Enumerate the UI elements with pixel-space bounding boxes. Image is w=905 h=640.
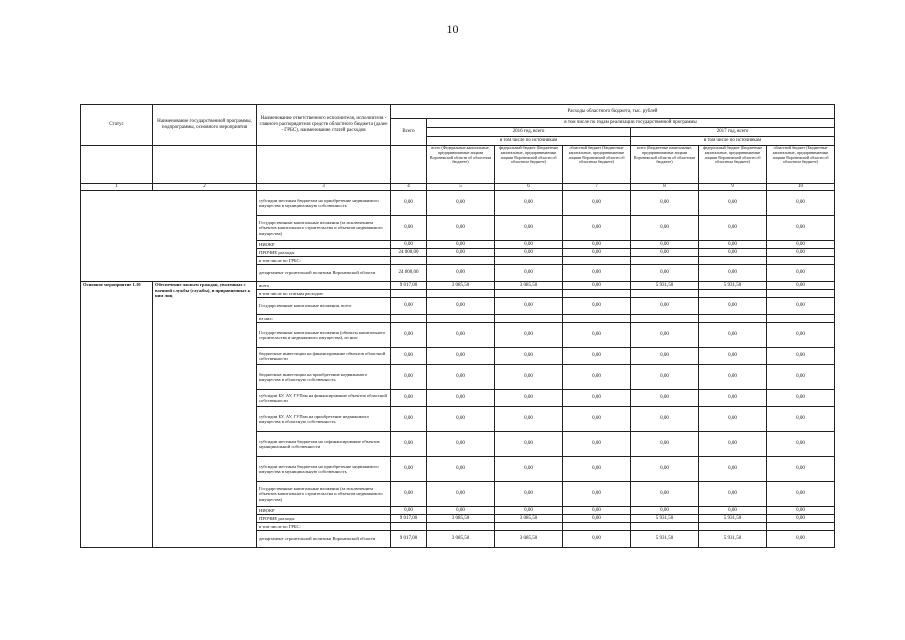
value-cell: 0,00 (631, 457, 699, 482)
value-cell: 0,00 (699, 191, 767, 216)
value-cell (391, 257, 427, 265)
value-cell: 0,00 (563, 365, 631, 390)
value-cell: 0,00 (767, 432, 835, 457)
value-cell: 0,00 (699, 249, 767, 257)
value-cell: 0,00 (563, 348, 631, 365)
value-cell (767, 257, 835, 265)
value-cell: 0,00 (495, 407, 563, 432)
value-cell: 3 085,50 (427, 531, 495, 548)
row-label: в том числе по статьям расходов: (257, 290, 391, 298)
value-cell: 0,00 (391, 298, 427, 315)
page-number: 10 (446, 22, 459, 36)
value-cell: 0,00 (767, 348, 835, 365)
value-cell (495, 523, 563, 531)
subcol-header: областной бюджет (Бюджетные капитальные, предпринимаемые лицами Воронежской области об областном бюджете) (767, 146, 835, 184)
value-cell: 0,00 (631, 191, 699, 216)
row-label: из них: (257, 315, 391, 323)
value-cell: 0,00 (427, 507, 495, 515)
value-cell: 0,00 (495, 507, 563, 515)
value-cell: 0,00 (427, 348, 495, 365)
value-cell: 0,00 (427, 265, 495, 282)
row-label: субсидии БУ, АУ, ГУПам на приобретение недвижимого имущества в областную собственность (257, 407, 391, 432)
main-event-status: Основное мероприятие 1.10 (81, 282, 153, 548)
value-cell (427, 257, 495, 265)
value-cell: 9 017,00 (391, 515, 427, 523)
value-cell (699, 257, 767, 265)
value-cell: 0,00 (767, 265, 835, 282)
value-cell: 0,00 (563, 457, 631, 482)
value-cell: 0,00 (495, 265, 563, 282)
value-cell: 0,00 (391, 390, 427, 407)
value-cell: 5 931,50 (631, 515, 699, 523)
row-label: бюджетные инвестиции на финансирование объектов областной собственности (257, 348, 391, 365)
value-cell: 0,00 (495, 241, 563, 249)
value-cell (699, 523, 767, 531)
value-cell: 0,00 (767, 241, 835, 249)
value-cell: 0,00 (427, 249, 495, 257)
row-label: субсидии местным бюджетам на приобретение недвижимого имущества в муниципальную собственность (257, 191, 391, 216)
value-cell: 0,00 (495, 365, 563, 390)
value-cell: 0,00 (767, 482, 835, 507)
value-cell: 0,00 (767, 298, 835, 315)
value-cell: 0,00 (427, 191, 495, 216)
value-cell (631, 290, 699, 298)
value-cell: 0,00 (699, 407, 767, 432)
row-label: НИОКР (257, 507, 391, 515)
value-cell: 0,00 (767, 365, 835, 390)
value-cell (699, 290, 767, 298)
value-cell: 3 085,50 (427, 515, 495, 523)
column-index: 5 (427, 184, 495, 191)
value-cell: 0,00 (699, 432, 767, 457)
year-2017-header: 2017 год, всего (631, 128, 835, 137)
value-cell: 0,00 (495, 249, 563, 257)
column-index: 9 (699, 184, 767, 191)
column-index-row (81, 184, 835, 191)
value-cell: 0,00 (563, 407, 631, 432)
value-cell: 0,00 (495, 348, 563, 365)
value-cell: 0,00 (631, 265, 699, 282)
value-cell: 0,00 (563, 249, 631, 257)
value-cell: 0,00 (495, 432, 563, 457)
value-cell: 0,00 (699, 365, 767, 390)
value-cell: 0,00 (391, 432, 427, 457)
value-cell: 0,00 (427, 407, 495, 432)
value-cell: 0,00 (563, 282, 631, 290)
value-cell: 0,00 (427, 390, 495, 407)
subcol-header: всего (Бюджетные капитальные, предпринимаемые лицами Воронежской области об областном бюджете) (631, 146, 699, 184)
value-cell: 0,00 (427, 365, 495, 390)
value-cell: 24 000,00 (391, 249, 427, 257)
value-cell (767, 290, 835, 298)
value-cell: 0,00 (427, 482, 495, 507)
value-cell: 0,00 (767, 249, 835, 257)
value-cell (391, 315, 427, 323)
row-label: субсидии местным бюджетам на софинансирование объектов муниципальной собственности (257, 432, 391, 457)
value-cell: 0,00 (767, 191, 835, 216)
sources-2017-header: в том числе по источникам (631, 137, 835, 146)
value-cell: 0,00 (699, 241, 767, 249)
subcol-header: всего (Федеральные капитальные, предпринимаемые лицами Воронежской области об областном бюджете) (427, 146, 495, 184)
subcol-header: областной бюджет (Бюджетные капитальные, предпринимаемые лицами Воронежской области об областном бюджете) (563, 146, 631, 184)
column-index: 10 (767, 184, 835, 191)
value-cell: 0,00 (391, 365, 427, 390)
column-index: 7 (563, 184, 631, 191)
value-cell: 0,00 (631, 432, 699, 457)
value-cell: 0,00 (631, 507, 699, 515)
table-body (81, 191, 835, 548)
value-cell: 0,00 (495, 298, 563, 315)
value-cell: 0,00 (699, 507, 767, 515)
value-cell: 0,00 (767, 216, 835, 241)
value-cell: 0,00 (767, 531, 835, 548)
row-label: Государственные капитальные вложения (объекты капитального строительства и недвижимого имущества), из них: (257, 323, 391, 348)
row-label: бюджетные инвестиции на приобретение недвижимого имущества в областную собственность (257, 365, 391, 390)
table-row (81, 282, 835, 290)
by-years-header: в том числе по годам реализации государственной программы (427, 119, 835, 128)
value-cell (563, 257, 631, 265)
value-cell: 0,00 (563, 323, 631, 348)
value-cell: 0,00 (699, 482, 767, 507)
value-cell: 0,00 (631, 482, 699, 507)
value-cell (563, 290, 631, 298)
value-cell: 0,00 (631, 298, 699, 315)
executor-header: Наименование ответственного исполнителя, исполнителя - главного распорядителя средств областного бюджета (далее - ГРБС), наименование статей расходов (257, 105, 391, 146)
column-index: 3 (257, 184, 391, 191)
value-cell: 0,00 (699, 390, 767, 407)
value-cell (391, 523, 427, 531)
budget-table (80, 104, 835, 548)
total-spacer (391, 146, 427, 184)
value-cell: 0,00 (631, 323, 699, 348)
value-cell: 0,00 (391, 348, 427, 365)
column-index: 1 (81, 184, 153, 191)
value-cell: 0,00 (767, 457, 835, 482)
value-cell: 3 085,50 (495, 531, 563, 548)
value-cell: 5 931,50 (631, 531, 699, 548)
value-cell: 0,00 (699, 298, 767, 315)
value-cell: 0,00 (391, 191, 427, 216)
total-header: Всего (391, 119, 427, 146)
value-cell (563, 523, 631, 531)
value-cell: 0,00 (699, 323, 767, 348)
value-cell: 0,00 (391, 482, 427, 507)
value-cell: 0,00 (767, 323, 835, 348)
value-cell: 0,00 (391, 457, 427, 482)
value-cell: 0,00 (631, 407, 699, 432)
row-label: департамент строительной политики Воронежской области (257, 531, 391, 548)
value-cell: 0,00 (767, 390, 835, 407)
value-cell: 0,00 (767, 407, 835, 432)
value-cell (495, 315, 563, 323)
value-cell: 0,00 (495, 457, 563, 482)
value-cell: 0,00 (631, 348, 699, 365)
value-cell: 0,00 (563, 216, 631, 241)
value-cell: 0,00 (391, 507, 427, 515)
value-cell: 0,00 (427, 432, 495, 457)
value-cell: 0,00 (563, 515, 631, 523)
value-cell (495, 290, 563, 298)
value-cell: 5 931,50 (699, 515, 767, 523)
value-cell: 0,00 (563, 390, 631, 407)
column-index: 8 (631, 184, 699, 191)
value-cell: 0,00 (631, 249, 699, 257)
status-header: Статус (81, 105, 153, 146)
column-index: 4 (391, 184, 427, 191)
value-cell: 0,00 (767, 507, 835, 515)
value-cell: 0,00 (699, 457, 767, 482)
value-cell: 0,00 (563, 265, 631, 282)
value-cell (699, 315, 767, 323)
value-cell: 0,00 (563, 241, 631, 249)
row-label: в том числе по ГРБС: (257, 523, 391, 531)
value-cell (631, 257, 699, 265)
value-cell: 0,00 (767, 515, 835, 523)
row-label: ПРОЧИЕ расходы (257, 515, 391, 523)
value-cell (427, 523, 495, 531)
value-cell (767, 315, 835, 323)
value-cell (767, 523, 835, 531)
year-2016-header: 2016 год, всего (427, 128, 631, 137)
value-cell (427, 290, 495, 298)
row-label: субсидии БУ, АУ, ГУПам на финансирование объектов областной собственности (257, 390, 391, 407)
value-cell: 0,00 (563, 482, 631, 507)
main-event-name: Обеспечение жильем граждан, уволенных с военной службы (службы), и приравненных к ним лиц (153, 282, 257, 548)
value-cell: 0,00 (427, 323, 495, 348)
value-cell: 5 931,50 (699, 282, 767, 290)
value-cell: 5 931,50 (631, 282, 699, 290)
value-cell: 0,00 (495, 390, 563, 407)
value-cell (631, 523, 699, 531)
value-cell: 0,00 (391, 241, 427, 249)
value-cell: 0,00 (495, 323, 563, 348)
value-cell: 0,00 (699, 265, 767, 282)
value-cell: 24 000,00 (391, 265, 427, 282)
value-cell (427, 315, 495, 323)
table-row (81, 191, 835, 216)
value-cell: 0,00 (563, 531, 631, 548)
value-cell: 0,00 (391, 216, 427, 241)
value-cell: 0,00 (391, 323, 427, 348)
subcol-header: федеральный бюджет (Бюджетные капитальные, предпринимаемые лицами Воронежской области об областном бюджете) (495, 146, 563, 184)
column-index: 6 (495, 184, 563, 191)
value-cell: 0,00 (495, 191, 563, 216)
value-cell: 0,00 (631, 216, 699, 241)
value-cell (563, 315, 631, 323)
value-cell (495, 257, 563, 265)
value-cell: 0,00 (563, 191, 631, 216)
continued-merged-cell (81, 191, 257, 282)
value-cell: 0,00 (699, 348, 767, 365)
row-label: Государственные капитальные вложения (за исключением объектов капитального строительства и объектов недвижимого имущества) (257, 482, 391, 507)
row-label: Государственные капитальные вложения (за исключением объектов капитального строительства и объектов недвижимого имущества) (257, 216, 391, 241)
executor-spacer (257, 146, 391, 184)
row-label: в том числе по ГРБС: (257, 257, 391, 265)
row-label: НИОКР (257, 241, 391, 249)
row-label: Государственные капитальные вложения, всего (257, 298, 391, 315)
value-cell: 9 017,00 (391, 282, 427, 290)
value-cell: 0,00 (631, 365, 699, 390)
value-cell: 3 085,50 (427, 282, 495, 290)
subcol-header: федеральный бюджет (Бюджетные капитальные, предпринимаемые лицами Воронежской области об областном бюджете) (699, 146, 767, 184)
value-cell: 0,00 (563, 432, 631, 457)
value-cell: 0,00 (767, 282, 835, 290)
value-cell: 0,00 (427, 298, 495, 315)
value-cell: 0,00 (427, 216, 495, 241)
status-spacer (81, 146, 153, 184)
value-cell: 0,00 (563, 507, 631, 515)
value-cell: 3 085,50 (495, 282, 563, 290)
value-cell: 0,00 (563, 298, 631, 315)
program-spacer (153, 146, 257, 184)
value-cell (631, 315, 699, 323)
value-cell: 0,00 (699, 216, 767, 241)
column-index: 2 (153, 184, 257, 191)
value-cell: 3 085,50 (495, 515, 563, 523)
value-cell: 0,00 (427, 241, 495, 249)
value-cell: 0,00 (427, 457, 495, 482)
value-cell: 0,00 (495, 216, 563, 241)
table-header (81, 105, 835, 191)
value-cell: 5 931,50 (699, 531, 767, 548)
value-cell: 0,00 (631, 241, 699, 249)
value-cell: 0,00 (631, 390, 699, 407)
value-cell (391, 290, 427, 298)
row-label: департамент строительной политики Воронежской области (257, 265, 391, 282)
value-cell: 0,00 (495, 482, 563, 507)
value-cell: 9 017,00 (391, 531, 427, 548)
expenses-header: Расходы областного бюджета, тыс. рублей (391, 105, 835, 119)
row-label: всего (257, 282, 391, 290)
sources-2016-header: в том числе по источникам (427, 137, 631, 146)
row-label: субсидии местным бюджетам на приобретение недвижимого имущества в муниципальную собственность (257, 457, 391, 482)
row-label: ПРОЧИЕ расходы (257, 249, 391, 257)
value-cell: 0,00 (391, 407, 427, 432)
program-name-header: Наименование государственной программы, подпрограммы, основного мероприятия (153, 105, 257, 146)
